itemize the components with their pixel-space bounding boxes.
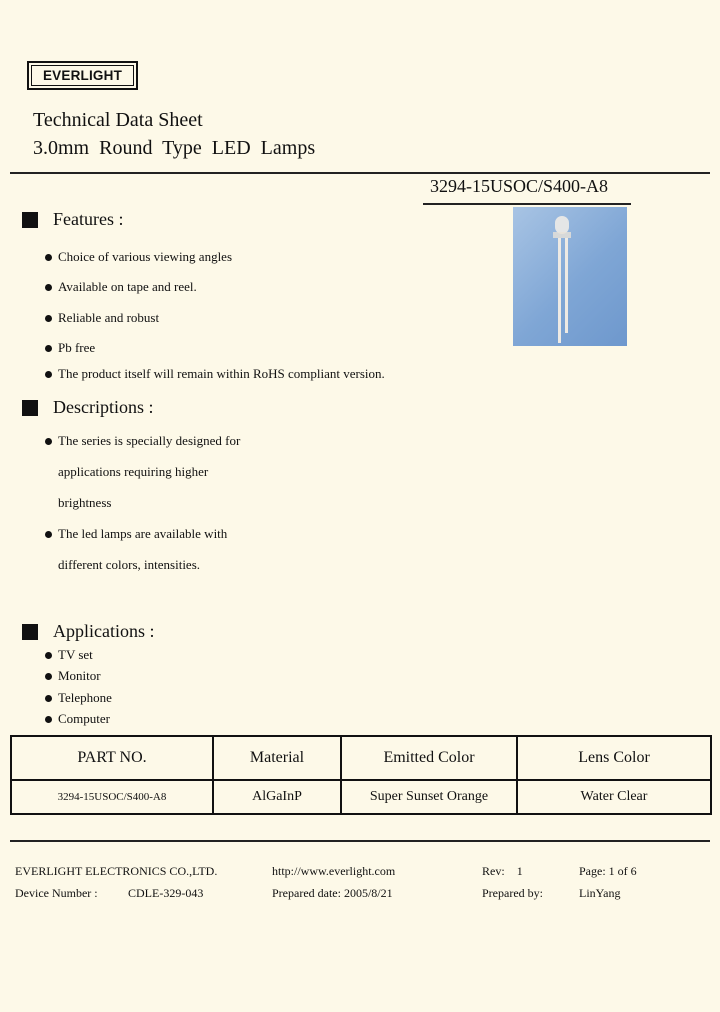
doc-subtitle: 3.0mm Round Type LED Lamps <box>33 137 316 159</box>
list-item: Telephone <box>45 690 112 706</box>
bullet-dot-icon <box>45 652 52 659</box>
descriptions-heading-text: Descriptions : <box>53 397 154 417</box>
footer-prepared-by: LinYang <box>579 886 621 900</box>
list-item-continuation: applications requiring higher <box>58 464 209 479</box>
list-item: Reliable and robust <box>45 310 159 326</box>
list-item-continuation: different colors, intensities. <box>58 557 201 572</box>
bullet-dot-icon <box>45 716 52 723</box>
descriptions-section-heading <box>22 397 154 418</box>
bullet-dot-icon <box>45 695 52 702</box>
header-divider <box>10 172 710 174</box>
features-section-heading <box>22 209 123 230</box>
footer-device-label: Device Number : <box>15 886 98 900</box>
list-item: Pb free <box>45 340 95 356</box>
rev-label: Rev <box>482 864 502 878</box>
led-lamp-photo <box>513 207 627 346</box>
bullet-dot-icon <box>45 531 52 538</box>
table-cell: Water Clear <box>517 780 711 814</box>
list-item: The product itself will remain within RoHS compliant version. <box>45 366 385 382</box>
spec-table <box>10 735 712 815</box>
bullet-dot-icon <box>45 284 52 291</box>
table-header-cell: PART NO. <box>11 736 213 780</box>
square-bullet-icon <box>22 400 38 416</box>
applications-section-heading <box>22 621 155 642</box>
list-item-continuation: brightness <box>58 495 112 510</box>
table-header-row <box>11 736 711 780</box>
list-item: Choice of various viewing angles <box>45 249 232 265</box>
bullet-dot-icon <box>45 371 52 378</box>
table-cell: AlGaInP <box>213 780 341 814</box>
part-number-underline <box>423 203 631 205</box>
footer-rev: Rev: 1 <box>482 864 523 878</box>
everlight-logo <box>27 61 138 90</box>
doc-title: Technical Data Sheet <box>33 109 203 131</box>
part-number-title: 3294-15USOC/S400-A8 <box>430 176 609 196</box>
bullet-dot-icon <box>45 315 52 322</box>
applications-heading-text: Applications : <box>53 621 155 641</box>
features-heading-text: Features : <box>53 209 124 229</box>
footer-divider <box>10 840 710 842</box>
footer-device-number: CDLE-329-043 <box>128 886 204 900</box>
led-lamp-illustration <box>513 207 627 346</box>
bullet-dot-icon <box>45 673 52 680</box>
square-bullet-icon <box>22 212 38 228</box>
table-header-cell: Material <box>213 736 341 780</box>
rev-value: 1 <box>516 864 523 878</box>
bullet-dot-icon <box>45 345 52 352</box>
footer-company: EVERLIGHT ELECTRONICS CO.,LTD. <box>15 864 218 878</box>
table-cell: Super Sunset Orange <box>341 780 517 814</box>
table-header-cell: Emitted Color <box>341 736 517 780</box>
logo-text: EVERLIGHT <box>31 65 134 86</box>
footer-url: http://www.everlight.com <box>272 864 396 878</box>
list-item: Computer <box>45 711 110 727</box>
footer-prepared-date: Prepared date: 2005/8/21 <box>272 886 393 900</box>
footer-page: Page: 1 of 6 <box>579 864 637 878</box>
bullet-dot-icon <box>45 438 52 445</box>
list-item: The led lamps are available with <box>45 526 227 542</box>
list-item: Available on tape and reel. <box>45 279 197 295</box>
footer-prepared-by-label: Prepared by: <box>482 886 543 900</box>
table-row <box>11 780 711 814</box>
list-item: TV set <box>45 647 93 663</box>
bullet-dot-icon <box>45 254 52 261</box>
table-cell: 3294-15USOC/S400-A8 <box>11 780 213 814</box>
square-bullet-icon <box>22 624 38 640</box>
list-item: Monitor <box>45 668 101 684</box>
list-item: The series is specially designed for <box>45 433 240 449</box>
table-header-cell: Lens Color <box>517 736 711 780</box>
